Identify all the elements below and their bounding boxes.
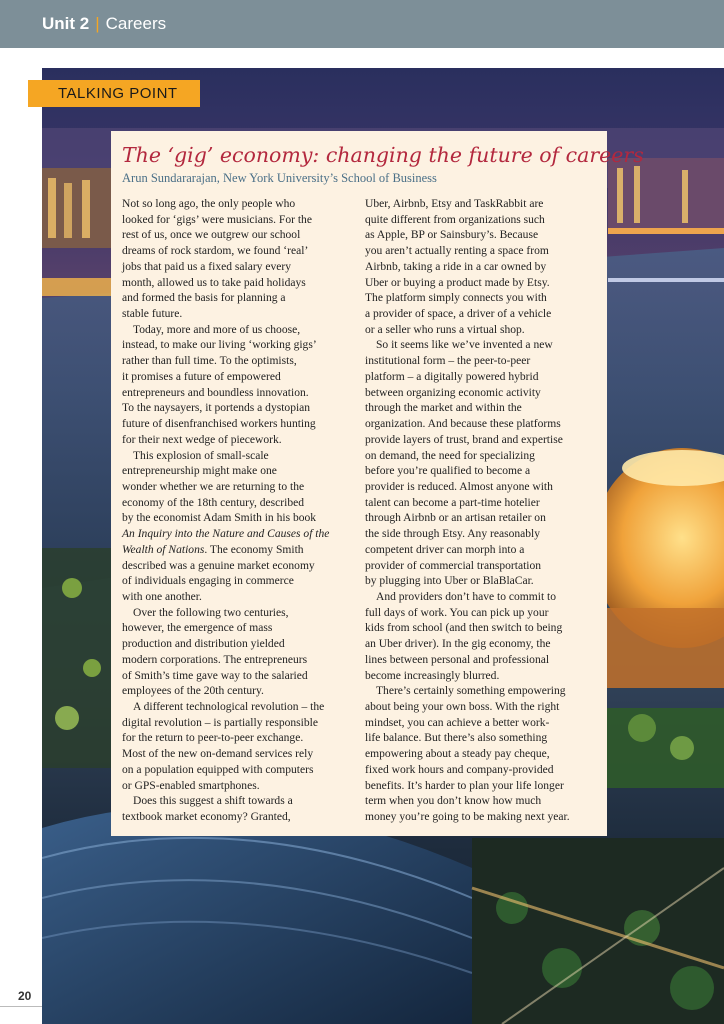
- text-line: modern corporations. The entrepreneurs: [122, 653, 308, 666]
- text-line: however, the emergence of mass: [122, 622, 273, 635]
- unit-section-title: Careers: [105, 14, 167, 33]
- text-line: And providers don’t have to commit to: [376, 590, 557, 603]
- text-line: and formed the basis for planning a: [122, 292, 286, 305]
- text-line: [122, 543, 357, 559]
- text-line: There’s certainly something empowering: [376, 685, 566, 698]
- unit-header: [42, 14, 166, 34]
- text-line: digital revolution – is partially responsible: [122, 716, 318, 729]
- text-line: competent driver can morph into a: [365, 543, 525, 556]
- text-line: of individuals engaging in commerce: [122, 575, 294, 588]
- text-line: Most of the new on-demand services rely: [122, 748, 314, 761]
- text-line: provider is reduced. Almost anyone with: [365, 480, 553, 493]
- text-line: This explosion of small-scale: [133, 449, 269, 462]
- text-line: month, allowed us to take paid holidays: [122, 276, 306, 289]
- text-line: quite different from organizations such: [365, 213, 545, 226]
- text-line: by the economist Adam Smith in his book: [122, 512, 317, 525]
- text-line: wonder whether we are returning to the: [122, 480, 305, 493]
- text-line: stable future.: [122, 308, 183, 321]
- text-line: future of disenfranchised workers hunting: [122, 418, 316, 431]
- text-line: described was a genuine market economy: [122, 559, 315, 572]
- text-line: The platform simply connects you with: [365, 292, 547, 305]
- book-title-line: Wealth of Nations: [122, 543, 205, 556]
- text-line: institutional form – the peer-to-peer: [365, 355, 531, 368]
- text-line: provider of commercial transportation: [365, 559, 542, 572]
- book-title-line: An Inquiry into the Nature and Causes of the: [122, 528, 330, 541]
- text-line: an Uber driver). In the gig economy, the: [365, 638, 551, 651]
- text-line: To the naysayers, it portends a dystopian: [122, 402, 311, 415]
- text-line: full days of work. You can pick up your: [365, 606, 549, 619]
- text-line: on a population equipped with computers: [122, 763, 314, 776]
- text-line: Today, more and more of us choose,: [133, 323, 301, 336]
- text-line: jobs that paid us a fixed salary every: [122, 260, 291, 273]
- text-line: talent can become a part-time hotelier: [365, 496, 540, 509]
- text-line: So it seems like we’ve invented a new: [376, 339, 553, 352]
- text-line: entrepreneurship might make one: [122, 465, 277, 478]
- text-line: provide layers of trust, brand and expertise: [365, 433, 563, 446]
- text-line: employees of the 20th century.: [122, 685, 264, 698]
- text-line: lines between personal and professional: [365, 653, 550, 666]
- text-line: kids from school (and then switch to being: [365, 622, 563, 635]
- text-line: before you’re qualified to become a: [365, 465, 531, 478]
- text-line: Uber or buying a product made by Etsy.: [365, 276, 550, 289]
- text-line: about being your own boss. With the right: [365, 701, 560, 713]
- text-line: A different technological revolution – the: [133, 701, 325, 713]
- article-byline: Arun Sundararajan, New York University’s School of Business: [122, 171, 437, 185]
- text-line: as Apple, BP or Sainsbury’s. Because: [365, 229, 539, 242]
- text-line: rather than full time. To the optimists,: [122, 355, 297, 368]
- article-column-2: [365, 197, 601, 826]
- article-column-1: [122, 197, 357, 826]
- text-line: fixed work hours and company-provided: [365, 763, 554, 776]
- text-line: you aren’t actually renting a space from: [365, 245, 549, 258]
- text-line: through Airbnb or an artisan retailer on: [365, 512, 546, 525]
- page-number-rule: [0, 1006, 42, 1007]
- text-line: Over the following two centuries,: [133, 606, 289, 619]
- text-line: for the return to peer-to-peer exchange.: [122, 732, 304, 745]
- text-line: Does this suggest a shift towards a: [133, 795, 293, 808]
- text-line: it promises a future of empowered: [122, 370, 281, 383]
- text-line: Uber, Airbnb, Etsy and TaskRabbit are: [365, 198, 544, 210]
- text-line: textbook market economy? Granted,: [122, 811, 291, 824]
- article-title: The ‘gig’ economy: changing the future of careers: [122, 143, 644, 167]
- text-fragment: . The economy Smith: [204, 543, 304, 556]
- text-line: mindset, you can achieve a better work-: [365, 716, 550, 729]
- text-line: economy of the 18th century, described: [122, 496, 305, 509]
- text-line: organization. And because these platforms: [365, 418, 561, 431]
- page-number: 20: [18, 988, 42, 1004]
- text-line: for their next wedge of piecework.: [122, 433, 282, 446]
- text-line: by plugging into Uber or BlaBlaCar.: [365, 575, 534, 588]
- text-line: money you’re going to be making next year.: [365, 811, 570, 824]
- text-line: entrepreneurs and boundless innovation.: [122, 386, 309, 399]
- text-line: between organizing economic activity: [365, 386, 541, 399]
- text-line: on demand, the need for specializing: [365, 449, 535, 462]
- text-line: the side through Etsy. Any reasonably: [365, 528, 540, 541]
- text-line: empowering about a steady pay cheque,: [365, 748, 550, 761]
- text-line: become increasingly blurred.: [365, 669, 500, 682]
- text-line: Airbnb, taking a ride in a car owned by: [365, 260, 547, 273]
- text-line: platform – a digitally powered hybrid: [365, 370, 539, 383]
- text-line: with one another.: [122, 590, 202, 603]
- text-line: rest of us, once we outgrew our school: [122, 229, 301, 242]
- unit-number: Unit 2: [42, 14, 90, 33]
- text-line: a provider of space, a driver of a vehicle: [365, 308, 552, 321]
- text-line: through the market and within the: [365, 402, 522, 415]
- text-line: or GPS-enabled smartphones.: [122, 779, 260, 792]
- text-line: looked for ‘gigs’ were musicians. For the: [122, 213, 312, 226]
- header-separator: |: [95, 14, 100, 33]
- text-line: of Smith’s time gave way to the salaried: [122, 669, 308, 682]
- text-line: Not so long ago, the only people who: [122, 198, 296, 210]
- text-line: term when you don’t know how much: [365, 795, 542, 808]
- text-line: benefits. It’s harder to plan your life longer: [365, 779, 564, 792]
- talking-point-label: TALKING POINT: [58, 85, 178, 102]
- text-line: life balance. But there’s also something: [365, 732, 548, 745]
- text-line: dreams of rock stardom, we found ‘real’: [122, 245, 309, 258]
- text-line: production and distribution yielded: [122, 638, 285, 651]
- text-line: or a seller who runs a virtual shop.: [365, 323, 525, 336]
- text-line: instead, to make our living ‘working gigs’: [122, 339, 317, 352]
